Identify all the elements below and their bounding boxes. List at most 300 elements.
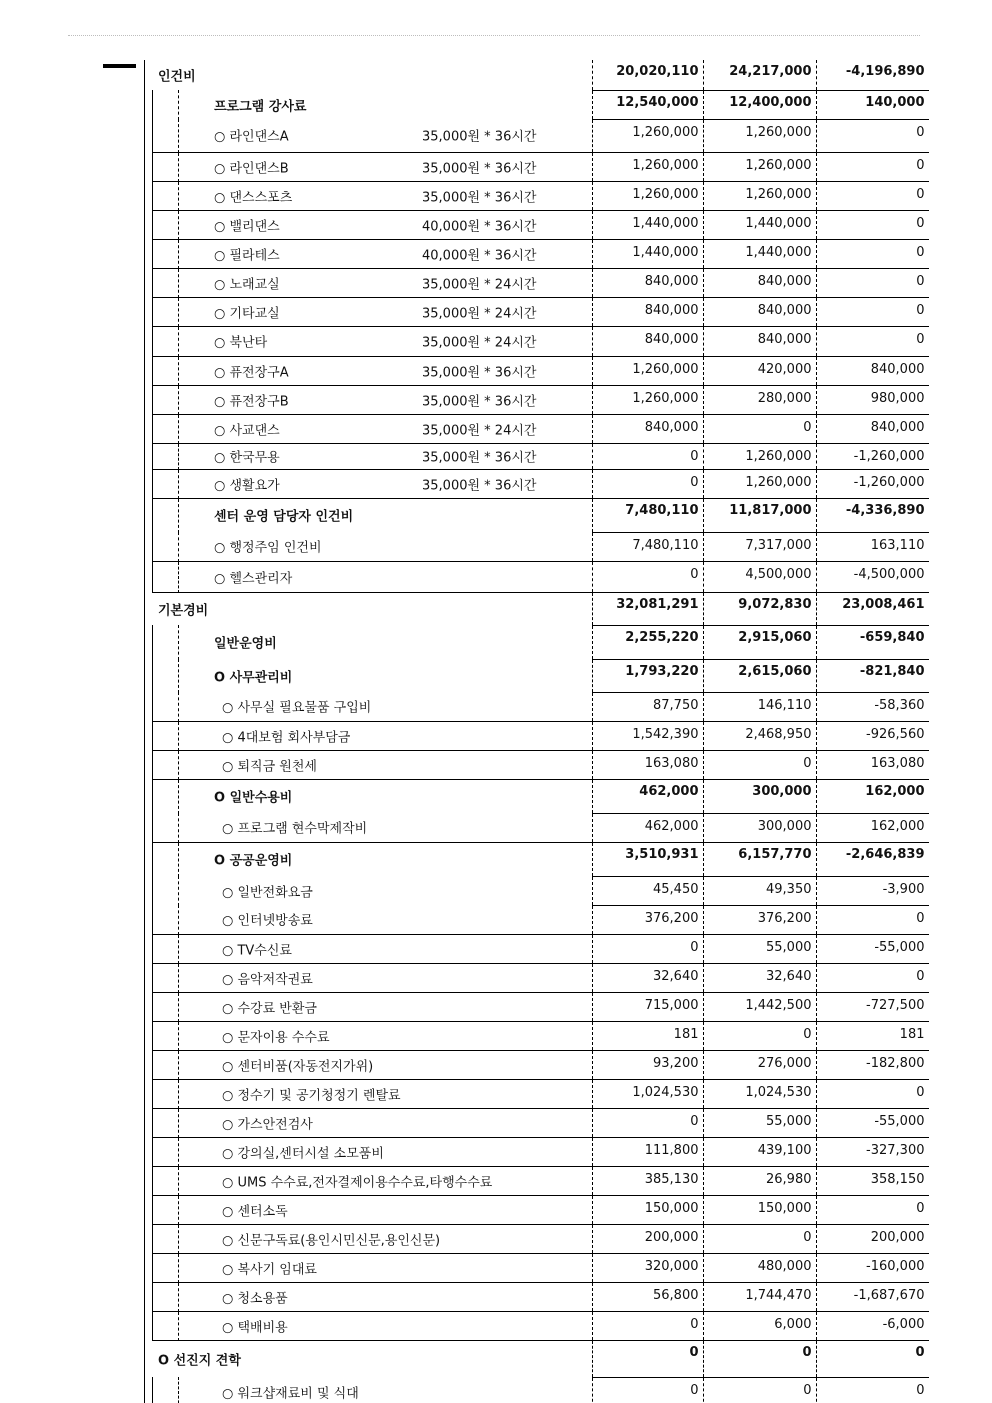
difference-amount: 0 <box>816 297 929 326</box>
current-amount: 12,540,000 <box>592 90 703 119</box>
budget-row <box>152 1166 929 1195</box>
outline-guide-line <box>152 444 153 470</box>
current-amount: 150,000 <box>592 1195 703 1224</box>
outline-guide-line <box>152 298 153 327</box>
current-amount: 0 <box>592 934 703 963</box>
unit-cost-formula: 35,000원 * 36시간 <box>422 190 537 205</box>
previous-amount: 1,260,000 <box>703 152 816 181</box>
current-amount: 840,000 <box>592 326 703 356</box>
outline-guide-line <box>152 532 153 562</box>
previous-amount: 1,440,000 <box>703 239 816 268</box>
unit-cost-formula: 40,000원 * 36시간 <box>422 219 537 234</box>
current-amount: 462,000 <box>592 779 703 813</box>
outline-guide-line <box>152 692 153 722</box>
item-cell <box>152 469 592 498</box>
previous-amount: 24,217,000 <box>703 60 816 90</box>
item-name: ○ 프로그램 현수막제작비 <box>222 821 368 837</box>
outline-guide-line <box>152 625 153 660</box>
budget-row <box>152 532 929 561</box>
item-cell <box>152 561 592 592</box>
previous-amount: 420,000 <box>703 356 816 385</box>
outline-guide-line <box>152 722 153 751</box>
difference-amount: 980,000 <box>816 385 929 414</box>
difference-amount: 163,080 <box>816 750 929 779</box>
item-name: ○ 라인댄스A <box>214 129 289 145</box>
item-name: ○ 음악저작권료 <box>222 972 313 987</box>
item-cell <box>152 992 592 1021</box>
item-cell <box>152 385 592 414</box>
outline-guide-line <box>152 964 153 993</box>
item-cell <box>152 905 592 934</box>
item-name: ○ 문자이용 수수료 <box>222 1030 330 1045</box>
outline-guide-line <box>178 1225 180 1254</box>
unit-cost-formula: 40,000원 * 36시간 <box>422 248 537 263</box>
outline-guide-line <box>152 415 153 444</box>
item-cell <box>152 326 592 356</box>
previous-amount: 276,000 <box>703 1050 816 1079</box>
section-marker-bar <box>103 64 136 68</box>
outline-guide-line <box>178 993 180 1022</box>
current-amount: 0 <box>592 1340 703 1377</box>
previous-amount: 1,442,500 <box>703 992 816 1021</box>
difference-amount: -55,000 <box>816 934 929 963</box>
item-cell <box>152 1311 592 1340</box>
item-name: ○ 생활요가 <box>214 478 280 493</box>
previous-amount: 32,640 <box>703 963 816 992</box>
unit-cost-formula: 35,000원 * 36시간 <box>422 129 537 145</box>
item-name: ○ 헬스관리자 <box>214 571 293 586</box>
current-amount: 20,020,110 <box>592 60 703 90</box>
item-cell <box>152 659 592 692</box>
unit-cost-formula: 35,000원 * 24시간 <box>422 335 537 351</box>
previous-amount: 1,744,470 <box>703 1282 816 1311</box>
outline-guide-line <box>144 60 145 1403</box>
item-name: 프로그램 강사료 <box>214 99 307 114</box>
current-amount: 840,000 <box>592 414 703 443</box>
item-cell <box>152 60 592 90</box>
budget-row <box>152 813 929 842</box>
current-amount: 376,200 <box>592 905 703 934</box>
outline-guide-line <box>178 444 180 470</box>
outline-guide-line <box>178 153 180 182</box>
item-cell <box>152 239 592 268</box>
outline-guide-line <box>152 905 153 935</box>
budget-row <box>152 326 929 356</box>
difference-amount: 0 <box>816 119 929 152</box>
budget-row <box>152 876 929 905</box>
item-cell <box>152 268 592 297</box>
current-amount: 7,480,110 <box>592 532 703 561</box>
outline-guide-line <box>152 1225 153 1254</box>
outline-guide-line <box>178 298 180 327</box>
difference-amount: 181 <box>816 1021 929 1050</box>
item-cell <box>152 356 592 385</box>
item-name: ○ 4대보험 회사부담금 <box>222 730 351 745</box>
current-amount: 0 <box>592 443 703 469</box>
current-amount: 93,200 <box>592 1050 703 1079</box>
budget-row <box>152 1079 929 1108</box>
item-cell <box>152 842 592 876</box>
item-cell <box>152 498 592 532</box>
current-amount: 840,000 <box>592 268 703 297</box>
unit-cost-formula: 35,000원 * 36시간 <box>422 161 537 176</box>
item-name: ○ 사교댄스 <box>214 423 280 438</box>
difference-amount: 0 <box>816 152 929 181</box>
outline-guide-line <box>178 499 180 534</box>
difference-amount: 162,000 <box>816 779 929 813</box>
difference-amount: -2,646,839 <box>816 842 929 876</box>
previous-amount: 49,350 <box>703 876 816 905</box>
current-amount: 3,510,931 <box>592 842 703 876</box>
outline-guide-line <box>152 1109 153 1138</box>
outline-guide-line <box>152 499 153 534</box>
difference-amount: 0 <box>816 1195 929 1224</box>
outline-guide-line <box>178 532 180 562</box>
budget-table <box>152 60 929 1403</box>
outline-guide-line <box>152 327 153 357</box>
previous-amount: 1,260,000 <box>703 119 816 152</box>
current-amount: 2,255,220 <box>592 625 703 659</box>
current-amount: 111,800 <box>592 1137 703 1166</box>
previous-amount: 840,000 <box>703 268 816 297</box>
outline-guide-line <box>178 90 180 120</box>
difference-amount: -55,000 <box>816 1108 929 1137</box>
difference-amount: -160,000 <box>816 1253 929 1282</box>
outline-guide-line <box>152 751 153 780</box>
item-cell <box>152 1079 592 1108</box>
previous-amount: 0 <box>703 1224 816 1253</box>
outline-guide-line <box>152 1283 153 1312</box>
budget-row <box>152 1137 929 1166</box>
outline-guide-line <box>178 905 180 935</box>
item-name: ○ 신문구독료(용인시민신문,용인신문) <box>222 1233 441 1248</box>
difference-amount: 163,110 <box>816 532 929 561</box>
outline-guide-line <box>152 1254 153 1283</box>
item-cell <box>152 1195 592 1224</box>
difference-amount: 23,008,461 <box>816 592 929 625</box>
current-amount: 181 <box>592 1021 703 1050</box>
budget-row <box>152 1311 929 1340</box>
previous-amount: 1,260,000 <box>703 469 816 498</box>
item-cell <box>152 1282 592 1311</box>
outline-guide-line <box>152 993 153 1022</box>
previous-amount: 4,500,000 <box>703 561 816 592</box>
item-name: 센터 운영 담당자 인건비 <box>214 509 354 525</box>
item-name: O 선진지 견학 <box>158 1353 241 1369</box>
difference-amount: 0 <box>816 905 929 934</box>
budget-row <box>152 561 929 592</box>
item-cell <box>152 532 592 561</box>
budget-row <box>152 1224 929 1253</box>
previous-amount: 0 <box>703 1021 816 1050</box>
budget-row <box>152 842 929 876</box>
outline-guide-line <box>152 211 153 240</box>
item-name: ○ UMS 수수료,전자결제이용수수료,타행수수료 <box>222 1175 493 1190</box>
previous-amount: 2,915,060 <box>703 625 816 659</box>
budget-row <box>152 60 929 90</box>
outline-guide-line <box>152 1080 153 1109</box>
current-amount: 0 <box>592 1377 703 1403</box>
previous-amount: 6,157,770 <box>703 842 816 876</box>
item-name: O 사무관리비 <box>214 670 293 685</box>
difference-amount: 0 <box>816 1079 929 1108</box>
current-amount: 1,024,530 <box>592 1079 703 1108</box>
item-cell <box>152 721 592 750</box>
outline-guide-line <box>152 119 153 153</box>
budget-row <box>152 1282 929 1311</box>
difference-amount: 840,000 <box>816 414 929 443</box>
difference-amount: -727,500 <box>816 992 929 1021</box>
item-name: ○ 한국무용 <box>214 450 280 466</box>
budget-row <box>152 90 929 119</box>
page-top-rule <box>68 35 920 36</box>
budget-row <box>152 659 929 692</box>
outline-guide-line <box>152 935 153 964</box>
budget-row <box>152 692 929 721</box>
item-name: ○ 워크샵재료비 및 식대 <box>222 1386 359 1402</box>
difference-amount: -182,800 <box>816 1050 929 1079</box>
budget-row <box>152 443 929 469</box>
budget-row <box>152 385 929 414</box>
outline-guide-line <box>178 843 180 878</box>
outline-guide-line <box>152 386 153 415</box>
unit-cost-formula: 35,000원 * 24시간 <box>422 423 537 438</box>
previous-amount: 1,024,530 <box>703 1079 816 1108</box>
budget-row <box>152 779 929 813</box>
outline-guide-line <box>178 415 180 444</box>
item-name: ○ 퓨전장구A <box>214 365 289 380</box>
item-name: ○ 필라테스 <box>214 248 280 263</box>
difference-amount: -4,500,000 <box>816 561 929 592</box>
outline-guide-line <box>152 843 153 878</box>
previous-amount: 376,200 <box>703 905 816 934</box>
budget-row <box>152 1253 929 1282</box>
item-name: O 일반수용비 <box>214 790 293 806</box>
unit-cost-formula: 35,000원 * 24시간 <box>422 277 537 292</box>
outline-guide-line <box>178 327 180 357</box>
outline-guide-line <box>152 780 153 815</box>
outline-guide-line <box>178 1022 180 1051</box>
outline-guide-line <box>152 1051 153 1080</box>
previous-amount: 146,110 <box>703 692 816 721</box>
difference-amount: -1,260,000 <box>816 469 929 498</box>
budget-row <box>152 1377 929 1403</box>
current-amount: 1,260,000 <box>592 356 703 385</box>
unit-cost-formula: 35,000원 * 36시간 <box>422 394 537 409</box>
item-name: ○ 일반전화요금 <box>222 885 313 900</box>
difference-amount: 0 <box>816 239 929 268</box>
difference-amount: -3,900 <box>816 876 929 905</box>
unit-cost-formula: 35,000원 * 36시간 <box>422 478 537 493</box>
outline-guide-line <box>178 357 180 386</box>
current-amount: 1,260,000 <box>592 385 703 414</box>
item-name: ○ 퓨전장구B <box>214 394 289 409</box>
item-cell <box>152 934 592 963</box>
item-name: ○ 라인댄스B <box>214 161 289 176</box>
outline-guide-line <box>178 1109 180 1138</box>
outline-guide-line <box>178 1283 180 1312</box>
outline-guide-line <box>152 1022 153 1051</box>
budget-row <box>152 625 929 659</box>
budget-row <box>152 469 929 498</box>
difference-amount: 0 <box>816 181 929 210</box>
outline-guide-line <box>152 813 153 843</box>
previous-amount: 0 <box>703 414 816 443</box>
outline-guide-line <box>178 240 180 269</box>
current-amount: 0 <box>592 1311 703 1340</box>
current-amount: 87,750 <box>592 692 703 721</box>
difference-amount: -926,560 <box>816 721 929 750</box>
item-cell <box>152 592 592 625</box>
budget-row <box>152 750 929 779</box>
outline-guide-line <box>178 935 180 964</box>
item-cell <box>152 813 592 842</box>
item-cell <box>152 1021 592 1050</box>
outline-guide-line <box>178 1138 180 1167</box>
outline-guide-line <box>152 659 153 693</box>
current-amount: 1,793,220 <box>592 659 703 692</box>
item-name: ○ 퇴직금 원천세 <box>222 759 317 774</box>
item-cell <box>152 119 592 152</box>
item-cell <box>152 1253 592 1282</box>
previous-amount: 12,400,000 <box>703 90 816 119</box>
difference-amount: -659,840 <box>816 625 929 659</box>
budget-row <box>152 356 929 385</box>
current-amount: 1,440,000 <box>592 210 703 239</box>
difference-amount: -821,840 <box>816 659 929 692</box>
budget-row <box>152 1021 929 1050</box>
item-cell <box>152 1377 592 1403</box>
outline-guide-line <box>178 722 180 751</box>
previous-amount: 11,817,000 <box>703 498 816 532</box>
item-name: ○ 정수기 및 공기청정기 렌탈료 <box>222 1088 401 1103</box>
current-amount: 200,000 <box>592 1224 703 1253</box>
budget-row <box>152 210 929 239</box>
previous-amount: 26,980 <box>703 1166 816 1195</box>
previous-amount: 1,440,000 <box>703 210 816 239</box>
difference-amount: 358,150 <box>816 1166 929 1195</box>
previous-amount: 1,260,000 <box>703 181 816 210</box>
item-cell <box>152 152 592 181</box>
outline-guide-line <box>178 780 180 815</box>
difference-amount: 0 <box>816 1377 929 1403</box>
outline-guide-line <box>178 751 180 780</box>
previous-amount: 2,468,950 <box>703 721 816 750</box>
item-cell <box>152 297 592 326</box>
item-name: ○ 택배비용 <box>222 1320 288 1335</box>
item-name: ○ 사무실 필요물품 구입비 <box>222 700 372 716</box>
current-amount: 1,260,000 <box>592 152 703 181</box>
previous-amount: 840,000 <box>703 326 816 356</box>
outline-guide-line <box>178 182 180 211</box>
item-cell <box>152 1050 592 1079</box>
difference-amount: -4,196,890 <box>816 60 929 90</box>
current-amount: 32,081,291 <box>592 592 703 625</box>
outline-guide-line <box>152 1196 153 1225</box>
item-name: ○ 강의실,센터시설 소모품비 <box>222 1146 384 1161</box>
item-cell <box>152 779 592 813</box>
item-cell <box>152 414 592 443</box>
outline-guide-line <box>178 659 180 693</box>
item-name: 일반운영비 <box>214 636 277 652</box>
item-name: O 공공운영비 <box>214 853 293 869</box>
previous-amount: 9,072,830 <box>703 592 816 625</box>
item-cell <box>152 876 592 905</box>
previous-amount: 150,000 <box>703 1195 816 1224</box>
budget-row <box>152 992 929 1021</box>
outline-guide-line <box>178 1167 180 1196</box>
previous-amount: 0 <box>703 750 816 779</box>
item-cell <box>152 181 592 210</box>
difference-amount: -58,360 <box>816 692 929 721</box>
outline-guide-line <box>178 964 180 993</box>
budget-row <box>152 268 929 297</box>
outline-guide-line <box>178 1377 180 1403</box>
previous-amount: 1,260,000 <box>703 443 816 469</box>
item-cell <box>152 625 592 659</box>
outline-guide-line <box>178 813 180 843</box>
item-cell <box>152 1137 592 1166</box>
item-cell <box>152 1166 592 1195</box>
item-name: ○ 센터비품(자동전지가위) <box>222 1059 374 1074</box>
item-name: ○ 노래교실 <box>214 277 280 292</box>
current-amount: 1,542,390 <box>592 721 703 750</box>
unit-cost-formula: 35,000원 * 24시간 <box>422 306 537 321</box>
previous-amount: 300,000 <box>703 779 816 813</box>
outline-guide-line <box>152 357 153 386</box>
outline-guide-line <box>152 153 153 182</box>
outline-guide-line <box>152 1312 153 1341</box>
unit-cost-formula: 35,000원 * 36시간 <box>422 450 537 466</box>
current-amount: 840,000 <box>592 297 703 326</box>
item-cell <box>152 443 592 469</box>
budget-row <box>152 152 929 181</box>
outline-guide-line <box>178 211 180 240</box>
budget-row <box>152 592 929 625</box>
item-name: ○ 가스안전검사 <box>222 1117 313 1132</box>
difference-amount: -4,336,890 <box>816 498 929 532</box>
item-name: ○ 복사기 임대료 <box>222 1262 317 1277</box>
outline-guide-line <box>152 876 153 906</box>
previous-amount: 280,000 <box>703 385 816 414</box>
previous-amount: 0 <box>703 1377 816 1403</box>
item-name: ○ 청소용품 <box>222 1291 288 1306</box>
outline-guide-line <box>152 470 153 499</box>
item-name: ○ 밸리댄스 <box>214 219 280 234</box>
item-name: 인건비 <box>158 69 196 85</box>
item-cell <box>152 692 592 721</box>
outline-guide-line <box>178 1196 180 1225</box>
current-amount: 1,440,000 <box>592 239 703 268</box>
difference-amount: -327,300 <box>816 1137 929 1166</box>
current-amount: 0 <box>592 1108 703 1137</box>
item-cell <box>152 1108 592 1137</box>
outline-guide-line <box>178 119 180 153</box>
item-name: ○ 인터넷방송료 <box>222 913 313 929</box>
current-amount: 45,450 <box>592 876 703 905</box>
budget-row <box>152 181 929 210</box>
previous-amount: 6,000 <box>703 1311 816 1340</box>
difference-amount: 0 <box>816 326 929 356</box>
current-amount: 1,260,000 <box>592 119 703 152</box>
previous-amount: 55,000 <box>703 1108 816 1137</box>
difference-amount: -1,687,670 <box>816 1282 929 1311</box>
difference-amount: 140,000 <box>816 90 929 119</box>
item-name: ○ 수강료 반환금 <box>222 1001 317 1016</box>
previous-amount: 55,000 <box>703 934 816 963</box>
budget-row <box>152 297 929 326</box>
difference-amount: -1,260,000 <box>816 443 929 469</box>
